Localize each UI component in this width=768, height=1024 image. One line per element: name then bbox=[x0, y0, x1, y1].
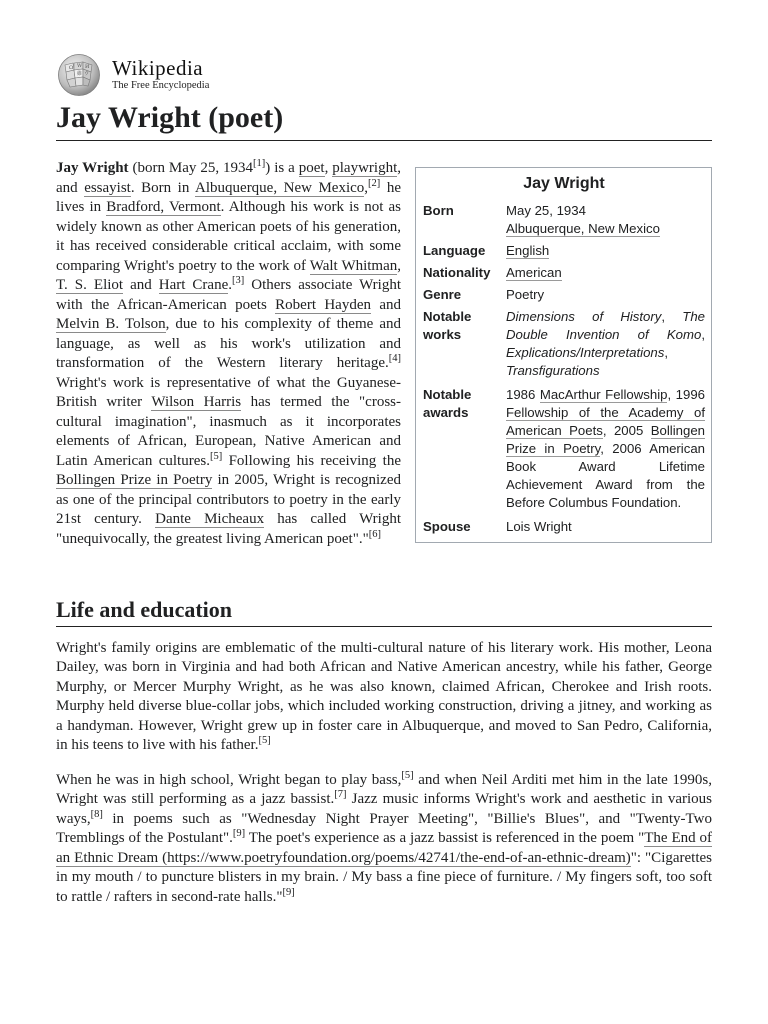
text-run: in 2005, Wright is recognized as one of the principal contributors to poetry in the early 21st century. bbox=[56, 472, 401, 527]
link-essayist[interactable]: essayist bbox=[84, 179, 131, 196]
site-tagline: The Free Encyclopedia bbox=[112, 80, 210, 92]
subject-name: Jay Wright bbox=[56, 160, 129, 176]
text-run: . bbox=[228, 277, 232, 293]
bollingen-link[interactable]: Bollingen Prize in Poetry bbox=[506, 423, 705, 456]
language-link[interactable]: English bbox=[506, 243, 550, 258]
award-text: , 2006 American Book Award Lifetime Achievement Award from the Before Columbus Foundation. bbox=[506, 441, 705, 510]
infobox-row-spouse bbox=[423, 518, 705, 536]
link-bollingen[interactable]: Bollingen Prize in Poetry bbox=[56, 472, 213, 488]
wikipedia-globe-logo-icon[interactable] bbox=[55, 53, 103, 97]
link-whitman[interactable]: Walt Whitman bbox=[309, 257, 398, 274]
text-run: Jazz music informs Wright's work and aesthetic in various ways, bbox=[56, 791, 712, 827]
reference-link[interactable]: [9] bbox=[282, 886, 295, 898]
text-run: , bbox=[324, 160, 333, 176]
site-header bbox=[56, 52, 712, 98]
svg-text:W: W bbox=[77, 63, 83, 69]
reference-link[interactable]: [2] bbox=[368, 177, 381, 189]
born-place-link[interactable]: Albuquerque, New Mexico bbox=[506, 221, 660, 236]
text-run: and when Neil Arditi met him in the late 1990s, Wright was still performing as a jazz bassist. bbox=[56, 771, 712, 807]
reference-link[interactable]: [5] bbox=[209, 450, 223, 462]
link-tolson[interactable]: Melvin B. Tolson bbox=[56, 316, 166, 332]
text-run: ": "Cigarettes in my mouth / to puncture blisters in my brain. / My bass a fine piece of furniture. / My fingers soft, too soft to rattle / rafters in second-rate halls." bbox=[56, 849, 712, 905]
infobox-label-nationality: Nationality bbox=[423, 265, 491, 280]
reference-link[interactable]: [9] bbox=[232, 828, 246, 839]
award-year: , 2005 bbox=[602, 423, 651, 438]
reference-link[interactable]: [5] bbox=[401, 769, 414, 781]
article-page bbox=[56, 52, 712, 555]
infobox-row-language bbox=[423, 242, 705, 260]
award-year: , 1996 bbox=[667, 387, 705, 402]
link-bradford[interactable]: Bradford, Vermont bbox=[106, 199, 221, 215]
infobox-row-nationality bbox=[423, 264, 705, 282]
reference-link[interactable]: [6] bbox=[368, 528, 381, 540]
text-run: , and bbox=[56, 160, 401, 196]
svg-text:И: И bbox=[85, 64, 90, 70]
text-run: he lives in bbox=[56, 179, 401, 215]
text-run: Others associate Wright with the African-American poets bbox=[56, 277, 401, 313]
text-run: has called Wright "unequivocally, the greatest living American poet"." bbox=[56, 511, 402, 547]
text-run: , bbox=[364, 179, 369, 196]
section-heading: Life and education bbox=[56, 600, 712, 627]
svg-text:Ω: Ω bbox=[69, 65, 74, 71]
link-playwright[interactable]: playwright bbox=[332, 160, 398, 176]
infobox-label-awards: Notable awards bbox=[423, 387, 472, 420]
born-date: May 25, 1934 bbox=[506, 203, 586, 218]
infobox-value-spouse: Lois Wright bbox=[506, 519, 572, 534]
infobox-row-genre bbox=[423, 286, 705, 304]
work-item: Transfigurations bbox=[506, 363, 600, 378]
infobox bbox=[415, 167, 712, 543]
link-harris[interactable]: Wilson Harris bbox=[151, 394, 242, 410]
text-run: , due to his complexity of theme and language, as well as his work's utilization and transformation of the Western literary heritage. bbox=[56, 316, 401, 371]
text-run: When he was in high school, Wright began to play bass, bbox=[56, 771, 402, 788]
work-item: Dimensions of History bbox=[506, 309, 662, 324]
section-paragraph-1 bbox=[56, 639, 712, 756]
link-hayden[interactable]: Robert Hayden bbox=[275, 296, 371, 313]
page-title: Jay Wright (poet) bbox=[56, 100, 712, 141]
text-run: and bbox=[370, 296, 401, 313]
infobox-label-works: Notable works bbox=[423, 309, 472, 342]
text-run: has termed the "cross-cultural imagination", inasmuch as it incorporates elements of African, European, Native American and Latin American cultures. bbox=[56, 394, 402, 469]
lead-section bbox=[56, 159, 712, 549]
text-run: Wright's work is representative of what the Guyanese-British writer bbox=[56, 374, 401, 410]
text-run: (born May 25, 1934 bbox=[128, 160, 254, 176]
macarthur-link[interactable]: MacArthur Fellowship bbox=[539, 387, 668, 402]
reference-link[interactable]: [8] bbox=[90, 808, 103, 820]
link-poem-ethnic-dream[interactable]: The End of an Ethnic Dream (https://www.poetryfoundation.org/poems/42741/the-end-of-an-ethnic-dream) bbox=[56, 830, 712, 866]
infobox-value-awards bbox=[506, 386, 705, 512]
infobox-row-works bbox=[423, 308, 705, 380]
infobox-row-born bbox=[423, 202, 705, 238]
text-run: The poet's experience as a jazz bassist is referenced in the poem " bbox=[245, 830, 645, 846]
infobox-value-genre: Poetry bbox=[506, 287, 545, 302]
svg-text:ウ: ウ bbox=[84, 71, 90, 77]
work-item: The Double Invention of Komo bbox=[506, 309, 705, 342]
link-albuquerque[interactable]: Albuquerque, New Mexico bbox=[195, 179, 365, 196]
text-run: Following his receiving the bbox=[222, 452, 402, 469]
infobox-label-genre: Genre bbox=[423, 287, 462, 302]
link-crane[interactable]: Hart Crane bbox=[158, 277, 229, 293]
link-micheaux[interactable]: Dante Micheaux bbox=[155, 511, 265, 527]
wikipedia-wordmark[interactable] bbox=[112, 58, 209, 92]
site-name: Wikipedia bbox=[112, 56, 204, 81]
infobox-label-language: Language bbox=[423, 243, 486, 258]
award-year: 1986 bbox=[506, 387, 540, 402]
reference-link[interactable]: [4] bbox=[388, 353, 401, 364]
infobox-value-born bbox=[506, 202, 705, 238]
text-run: . Although his work is not as widely known as other American poets of his generation, it has received considerable critical acclaim, with some comparing Wright's poetry to the work of bbox=[56, 199, 402, 274]
reference-link[interactable]: [1] bbox=[253, 158, 266, 169]
reference-link[interactable]: [5] bbox=[258, 735, 271, 746]
text-run: ) is a bbox=[265, 160, 299, 176]
infobox-row-awards bbox=[423, 386, 705, 512]
infobox-label-spouse: Spouse bbox=[423, 519, 471, 534]
nationality-link[interactable]: American bbox=[506, 265, 562, 280]
infobox-title: Jay Wright bbox=[523, 175, 605, 192]
reference-link[interactable]: [3] bbox=[231, 275, 245, 286]
academy-fellowship-link[interactable]: Fellowship of the Academy of American Poets bbox=[506, 405, 705, 438]
work-item: Explications/Interpretations bbox=[506, 345, 665, 360]
section-paragraph-2 bbox=[56, 771, 712, 908]
text-run: , bbox=[397, 257, 402, 274]
infobox-label-born: Born bbox=[423, 203, 454, 218]
text-run: . Born in bbox=[130, 179, 196, 196]
svg-text:維: 維 bbox=[77, 71, 83, 77]
link-eliot[interactable]: T. S. Eliot bbox=[56, 277, 124, 293]
link-poet[interactable]: poet bbox=[298, 160, 325, 176]
reference-link[interactable]: [7] bbox=[334, 789, 347, 800]
text-run: in poems such as "Wednesday Night Prayer Meeting", "Billie's Blues", and "Twenty-Two Tremblings of the Postulant". bbox=[56, 810, 712, 846]
life-education-section bbox=[56, 597, 712, 907]
infobox-value-works: Dimensions of History, The Double Invention of Komo, Explications/Interpretations, Transfigurations bbox=[506, 309, 705, 378]
text-run: Wright's family origins are emblematic of the multi-cultural nature of his literary work. His mother, Leona Dailey, was born in Virginia and had both African and Native American ancestry, while his father, George Murphy, or Mercer Murphy Wright, as he was also known, claimed African, Cherokee and Irish roots. Murphy held diverse blue-collar jobs, which included working construction, driving a jitney, and working as a handyman. However, Wright grew up in foster care in Albuquerque, and moved to San Pedro, California, in his teens to live with his father. bbox=[56, 639, 712, 753]
text-run: and bbox=[123, 277, 159, 293]
